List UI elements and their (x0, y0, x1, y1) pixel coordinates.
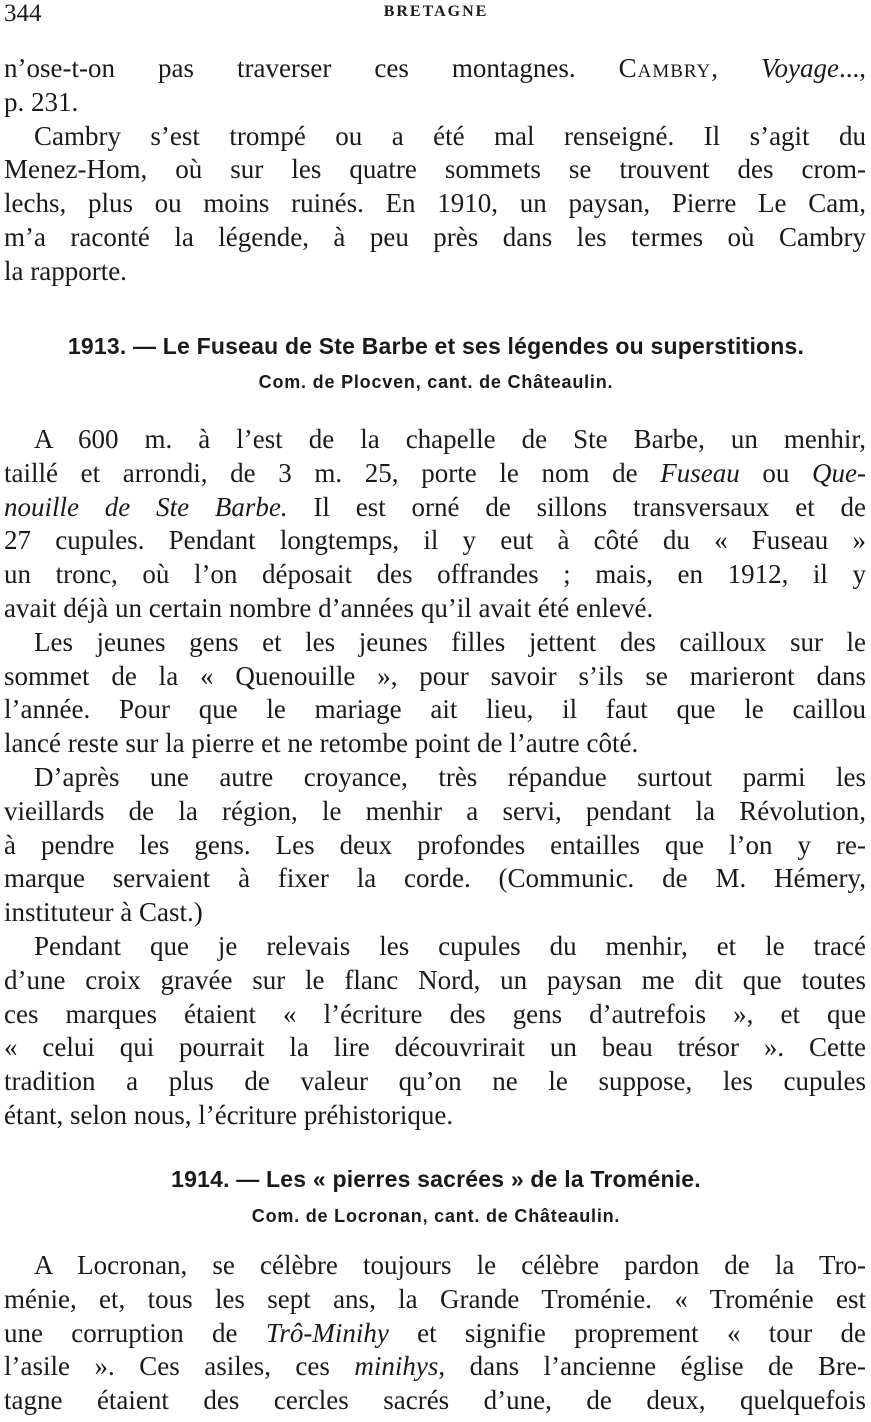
text-span: ou (739, 457, 813, 488)
text-line: ces marques étaient « l’écriture des gens d’autrefois », et que (4, 998, 866, 1029)
text-line: Menez-Hom, où sur les quatre sommets se trouvent des crom- (4, 154, 866, 185)
text-span: taillé et arrondi, de 3 m. 25, porte le nom de (4, 457, 661, 488)
text-line: tradition a plus de valeur qu’on ne le suppose, les cupules (4, 1066, 866, 1097)
text-span: Il est orné de sillons transversaux et de (287, 491, 866, 522)
text-span: l’asile ». Ces asiles, ces (4, 1351, 355, 1382)
text-line: la rapporte. (4, 255, 127, 286)
text-line: marque servaient à fixer la corde. (Communic. de M. Hémery, (4, 863, 866, 894)
text-line: instituteur à Cast.) (4, 897, 203, 928)
text-line: « celui qui pourrait la lire découvrirait un beau trésor ». Cette (4, 1032, 866, 1063)
text-span: ..., (839, 53, 866, 83)
running-title: BRETAGNE (383, 3, 489, 20)
italic-term: Que- (812, 457, 867, 488)
text-span: et signifie proprement « tour de (388, 1317, 867, 1348)
section-1914-text (4, 1249, 866, 1418)
text-line: tagne étaient des cercles sacrés d’une, de deux, quelquefois (4, 1385, 866, 1416)
text-span: , (711, 53, 762, 83)
text-span: une corruption de (4, 1317, 266, 1348)
section-title-1913: 1913. — Le Fuseau de Ste Barbe et ses légendes ou superstitions. (67, 333, 805, 359)
italic-term: Fuseau (660, 457, 740, 488)
author-name: Cambry (618, 53, 712, 83)
text-line (4, 1350, 866, 1384)
section-subtitle-1914: Com. de Locronan, cant. de Châteaulin. (251, 1206, 621, 1226)
text-span: , dans l’ancienne église de Bre- (438, 1351, 867, 1382)
text-line: 27 cupules. Pendant longtemps, il y eut à côté du « Fuseau » (4, 525, 866, 556)
section-subtitle-1913: Com. de Plocven, cant. de Châteaulin. (258, 372, 614, 392)
page-number: 344 (4, 0, 42, 27)
text-line: D’après une autre croyance, très répandue surtout parmi les (34, 761, 866, 792)
text-line: un tronc, où l’on déposait des offrandes ; mais, en 1912, il y (4, 559, 866, 590)
text-line: étant, selon nous, l’écriture préhistorique. (4, 1099, 454, 1130)
running-head (4, 0, 868, 30)
text-line: d’une croix gravée sur le flanc Nord, un paysan me dit que toutes (4, 964, 866, 995)
text-line: A Locronan, se célèbre toujours le célèbre pardon de la Tro- (34, 1250, 866, 1280)
text-line: vieillards de la région, le menhir a servi, pendant la Révolution, (4, 795, 866, 826)
text-line: sommet de la « Quenouille », pour savoir s’ils se marieront dans (4, 660, 866, 691)
section-1913-text (4, 423, 866, 1133)
text-line: l’année. Pour que le mariage ait lieu, il faut que le caillou (4, 694, 866, 725)
book-page (4, 0, 868, 1422)
text-line: lechs, plus ou moins ruinés. En 1910, un paysan, Pierre Le Cam, (4, 188, 866, 219)
text-line (4, 52, 866, 86)
text-line: p. 231. (4, 86, 79, 117)
text-line: ménie, et, tous les sept ans, la Grande Troménie. « Troménie est (4, 1283, 866, 1314)
text-line: Les jeunes gens et les jeunes filles jettent des cailloux sur le (34, 626, 866, 657)
text-span: n’ose-t-on pas traverser ces montagnes. (4, 53, 619, 83)
text-line: à pendre les gens. Les deux profondes entailles que l’on y re- (4, 829, 866, 860)
text-line (4, 1317, 866, 1351)
text-line (4, 491, 866, 525)
work-title: Voyage (761, 53, 839, 83)
text-line: avait déjà un certain nombre d’années qu’il avait été enlevé. (4, 592, 654, 623)
intro-paragraphs (4, 52, 866, 289)
italic-term: Trô-Minihy (265, 1317, 389, 1348)
italic-term: minihys (354, 1351, 439, 1382)
text-line: A 600 m. à l’est de la chapelle de Ste Barbe, un menhir, (34, 424, 866, 454)
text-line: lancé reste sur la pierre et ne retombe point de l’autre côté. (4, 728, 639, 759)
text-line (4, 457, 866, 491)
section-title-1914: 1914. — Les « pierres sacrées » de la Troménie. (171, 1166, 701, 1192)
text-line: Pendant que je relevais les cupules du menhir, et le tracé (34, 930, 866, 961)
text-line: Cambry s’est trompé ou a été mal renseigné. Il s’agit du (34, 120, 866, 151)
text-line: m’a raconté la légende, à peu près dans les termes où Cambry (4, 221, 866, 252)
italic-term: nouille de Ste Barbe. (4, 491, 288, 522)
